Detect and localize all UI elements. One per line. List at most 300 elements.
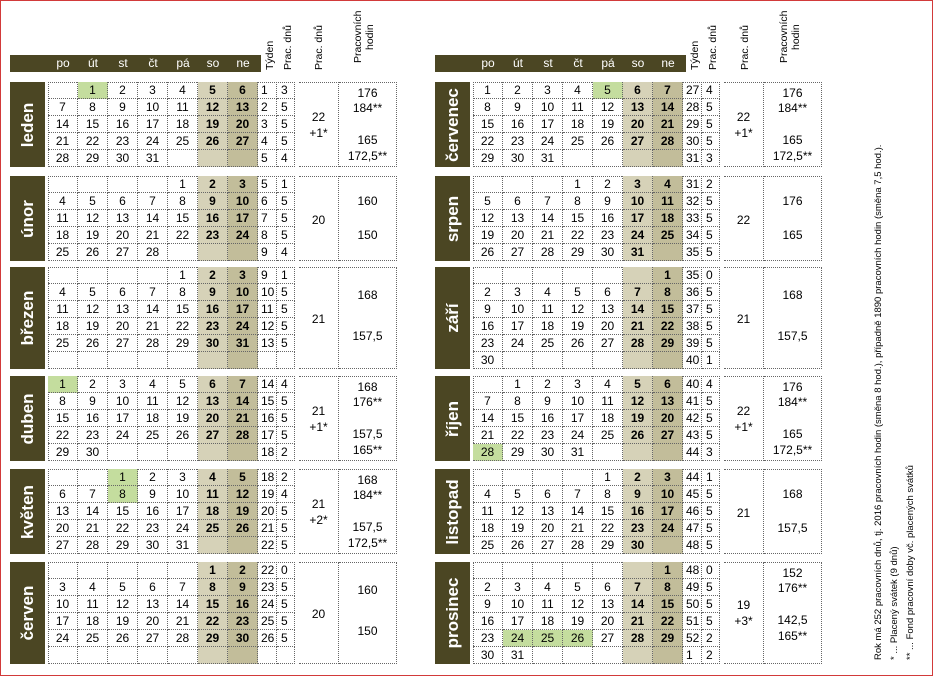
week-number: 1 [683, 647, 702, 664]
day-cell: 14 [48, 116, 78, 133]
day-cell: 3 [108, 376, 138, 393]
day-cell [503, 562, 533, 579]
day-cell: 24 [563, 427, 593, 444]
day-cell: 24 [623, 227, 653, 244]
day-cell: 3 [503, 579, 533, 596]
day-cell: 12 [168, 393, 198, 410]
day-cell [138, 562, 168, 579]
hours-value: 176 [782, 194, 803, 208]
day-cell: 6 [533, 486, 563, 503]
day-cell: 23 [228, 613, 258, 630]
day-cell: 22 [48, 427, 78, 444]
day-cell: 31 [563, 444, 593, 461]
day-cell: 11 [533, 596, 563, 613]
workdays-value: +1* [734, 419, 753, 434]
week-number [258, 647, 277, 664]
day-cell: 17 [228, 210, 258, 227]
day-cell [108, 267, 138, 284]
week-workdays: 5 [277, 210, 295, 227]
day-cell: 16 [593, 210, 623, 227]
day-cell [168, 150, 198, 167]
day-cell: 2 [138, 469, 168, 486]
day-cell [593, 352, 623, 369]
day-cell: 3 [228, 267, 258, 284]
day-cell: 20 [198, 410, 228, 427]
week-workdays: 4 [702, 376, 720, 393]
day-cell: 9 [198, 284, 228, 301]
day-cell: 4 [533, 284, 563, 301]
week-number: 22 [258, 562, 277, 579]
day-cell: 14 [653, 99, 683, 116]
week-number: 30 [683, 133, 702, 150]
day-cell: 1 [593, 469, 623, 486]
month-hours [339, 82, 397, 167]
day-cell: 19 [593, 116, 623, 133]
day-cell: 20 [653, 410, 683, 427]
day-cell: 15 [653, 301, 683, 318]
hours-value: 160 [357, 194, 378, 208]
month-label [10, 469, 45, 554]
month-label [10, 82, 45, 167]
week-number: 4 [258, 133, 277, 150]
day-cell: 8 [563, 193, 593, 210]
week-column-label: Týden [264, 40, 276, 70]
week-number: 13 [258, 335, 277, 352]
day-cell: 30 [198, 335, 228, 352]
day-cell: 28 [623, 335, 653, 352]
day-cell: 20 [108, 318, 138, 335]
day-cell: 28 [138, 244, 168, 261]
week-number: 9 [258, 244, 277, 261]
week-number: 3 [258, 116, 277, 133]
day-cell: 14 [168, 596, 198, 613]
day-cell: 16 [228, 596, 258, 613]
day-cell: 8 [653, 284, 683, 301]
workdays-total-label: Prac. dnů [739, 25, 751, 70]
day-cell [168, 647, 198, 664]
week-workdays: 0 [702, 267, 720, 284]
day-cell: 11 [653, 193, 683, 210]
day-cell: 10 [168, 486, 198, 503]
day-cell: 7 [623, 579, 653, 596]
week-number: 25 [258, 613, 277, 630]
day-cell: 2 [228, 562, 258, 579]
day-cell [108, 352, 138, 369]
day-cell: 2 [473, 579, 503, 596]
day-cell: 5 [503, 486, 533, 503]
day-cell: 10 [503, 301, 533, 318]
day-cell: 15 [653, 596, 683, 613]
week-number: 2 [258, 99, 277, 116]
day-cell: 19 [108, 613, 138, 630]
week-workdays: 1 [277, 176, 295, 193]
week-workdays: 4 [277, 376, 295, 393]
day-cell: 19 [78, 227, 108, 244]
day-cell: 25 [593, 427, 623, 444]
week-number: 35 [683, 244, 702, 261]
day-cell: 5 [593, 82, 623, 99]
day-cell: 18 [533, 318, 563, 335]
week-number: 24 [258, 596, 277, 613]
day-cell: 7 [228, 376, 258, 393]
week-workdays: 5 [702, 613, 720, 630]
day-cell [78, 352, 108, 369]
day-cell [198, 150, 228, 167]
month-workdays [724, 82, 764, 167]
day-cell: 25 [533, 335, 563, 352]
day-cell [563, 352, 593, 369]
week-number: 49 [683, 579, 702, 596]
week-number: 5 [258, 150, 277, 167]
day-cell: 10 [653, 486, 683, 503]
hours-value: 152 [782, 566, 803, 580]
week-number: 7 [258, 210, 277, 227]
day-cell: 5 [563, 579, 593, 596]
day-cell: 13 [653, 393, 683, 410]
day-cell: 18 [593, 410, 623, 427]
week-workdays: 5 [277, 503, 295, 520]
day-cell: 3 [623, 176, 653, 193]
day-cell: 29 [653, 335, 683, 352]
day-cell: 13 [138, 596, 168, 613]
day-cell: 23 [138, 520, 168, 537]
day-cell [533, 176, 563, 193]
hours-value: 172,5** [347, 149, 388, 163]
workdays-value: 21 [311, 496, 326, 511]
day-cell: 20 [593, 318, 623, 335]
day-cell: 1 [108, 469, 138, 486]
week-number: 39 [683, 335, 702, 352]
day-cell [623, 150, 653, 167]
day-cell: 4 [168, 82, 198, 99]
day-cell: 27 [48, 537, 78, 554]
day-cell: 23 [623, 520, 653, 537]
hours-value: 176 [357, 86, 378, 100]
month-name: listopad [442, 478, 462, 545]
workdays-column-label: Prac. dnů [707, 25, 719, 70]
week-number: 21 [258, 520, 277, 537]
workdays-value: 22 [736, 403, 751, 418]
day-cell [533, 647, 563, 664]
day-cell [198, 244, 228, 261]
day-cell: 11 [533, 301, 563, 318]
week-number: 14 [258, 376, 277, 393]
day-cell [108, 176, 138, 193]
day-cell [78, 267, 108, 284]
day-header: so [206, 56, 220, 70]
week-workdays: 2 [702, 176, 720, 193]
week-workdays: 5 [277, 537, 295, 554]
day-cell: 5 [228, 469, 258, 486]
month-name: září [442, 303, 462, 333]
day-cell: 12 [623, 393, 653, 410]
day-cell: 4 [48, 284, 78, 301]
day-cell: 30 [593, 244, 623, 261]
day-cell [138, 176, 168, 193]
day-cell: 5 [623, 376, 653, 393]
week-number [258, 352, 277, 369]
day-cell: 18 [653, 210, 683, 227]
day-cell: 16 [533, 410, 563, 427]
day-cell: 15 [473, 116, 503, 133]
day-cell: 8 [593, 486, 623, 503]
day-cell: 17 [533, 116, 563, 133]
hours-value: 157,5 [352, 427, 383, 441]
day-cell [653, 537, 683, 554]
day-cell: 23 [593, 227, 623, 244]
day-header: út [87, 56, 98, 70]
week-workdays: 5 [702, 116, 720, 133]
day-header: st [543, 56, 553, 70]
week-workdays: 5 [702, 193, 720, 210]
day-cell [623, 647, 653, 664]
day-cell: 12 [503, 503, 533, 520]
day-cell: 12 [593, 99, 623, 116]
day-cell: 12 [198, 99, 228, 116]
week-number: 42 [683, 410, 702, 427]
day-cell: 10 [108, 393, 138, 410]
month-label [435, 82, 470, 167]
week-number: 6 [258, 193, 277, 210]
day-cell: 9 [503, 99, 533, 116]
day-cell: 22 [78, 133, 108, 150]
month-hours [764, 267, 822, 369]
day-cell: 22 [653, 318, 683, 335]
week-workdays: 5 [702, 284, 720, 301]
day-cell: 9 [138, 486, 168, 503]
day-cell [503, 176, 533, 193]
day-cell: 10 [228, 284, 258, 301]
day-cell [48, 562, 78, 579]
day-cell: 18 [48, 227, 78, 244]
day-cell [473, 267, 503, 284]
day-cell: 26 [473, 244, 503, 261]
week-number: 31 [683, 176, 702, 193]
week-number: 17 [258, 427, 277, 444]
day-cell: 22 [108, 520, 138, 537]
day-cell [228, 150, 258, 167]
day-cell: 17 [503, 613, 533, 630]
month-label [10, 267, 45, 369]
day-cell: 26 [198, 133, 228, 150]
hours-value: 184** [777, 101, 808, 115]
day-cell: 24 [533, 133, 563, 150]
day-cell [593, 647, 623, 664]
day-cell: 1 [168, 176, 198, 193]
day-cell: 11 [593, 393, 623, 410]
day-cell: 26 [228, 520, 258, 537]
note-hours-fund: ** ... Fond pracovní doby vč. placených svátků [905, 465, 916, 660]
workdays-value: 22 [311, 109, 326, 124]
week-workdays: 5 [277, 318, 295, 335]
day-cell: 17 [623, 210, 653, 227]
week-workdays: 4 [277, 150, 295, 167]
day-cell: 23 [473, 630, 503, 647]
week-number: 31 [683, 150, 702, 167]
day-cell: 10 [503, 596, 533, 613]
day-cell: 3 [653, 469, 683, 486]
week-number: 36 [683, 284, 702, 301]
day-cell [623, 562, 653, 579]
week-number: 50 [683, 596, 702, 613]
hours-value: 157,5 [352, 520, 383, 534]
day-cell: 25 [533, 630, 563, 647]
hours-column-label: Pracovních hodin [352, 10, 376, 64]
day-cell: 6 [653, 376, 683, 393]
day-cell [473, 176, 503, 193]
day-cell: 7 [48, 99, 78, 116]
hours-value: 157,5 [352, 329, 383, 343]
day-cell [48, 469, 78, 486]
week-workdays: 5 [277, 630, 295, 647]
day-cell: 5 [168, 376, 198, 393]
day-cell: 11 [198, 486, 228, 503]
week-number: 44 [683, 469, 702, 486]
day-cell: 24 [108, 427, 138, 444]
day-cell [473, 562, 503, 579]
day-cell: 7 [168, 579, 198, 596]
day-cell: 8 [198, 579, 228, 596]
day-cell: 10 [533, 99, 563, 116]
week-number: 51 [683, 613, 702, 630]
day-cell [108, 444, 138, 461]
day-cell: 26 [623, 427, 653, 444]
day-cell: 24 [168, 520, 198, 537]
week-workdays: 5 [702, 301, 720, 318]
day-cell: 16 [623, 503, 653, 520]
day-cell: 19 [168, 410, 198, 427]
day-cell: 12 [78, 210, 108, 227]
week-workdays: 5 [277, 613, 295, 630]
workdays-value: 21 [311, 312, 326, 326]
day-cell [623, 267, 653, 284]
day-cell: 18 [473, 520, 503, 537]
workdays-value: 19 [736, 598, 751, 612]
day-cell: 3 [503, 284, 533, 301]
day-cell: 4 [78, 579, 108, 596]
day-cell: 28 [168, 630, 198, 647]
day-cell: 23 [78, 427, 108, 444]
day-cell: 3 [228, 176, 258, 193]
month-label [10, 176, 45, 261]
day-cell: 29 [198, 630, 228, 647]
day-cell: 7 [138, 284, 168, 301]
day-cell: 30 [228, 630, 258, 647]
day-cell: 3 [138, 82, 168, 99]
day-cell [563, 267, 593, 284]
day-cell: 13 [503, 210, 533, 227]
day-cell: 29 [563, 244, 593, 261]
day-cell: 22 [503, 427, 533, 444]
day-cell: 27 [533, 537, 563, 554]
week-number: 11 [258, 301, 277, 318]
day-cell: 4 [48, 193, 78, 210]
day-cell: 16 [138, 503, 168, 520]
day-cell: 17 [503, 318, 533, 335]
day-cell [138, 647, 168, 664]
day-cell: 21 [623, 318, 653, 335]
month-hours [339, 469, 397, 554]
week-workdays: 1 [702, 469, 720, 486]
workdays-value: 21 [311, 403, 326, 418]
workdays-value: 20 [311, 212, 326, 227]
week-workdays: 5 [277, 99, 295, 116]
day-cell [168, 562, 198, 579]
day-cell [48, 82, 78, 99]
month-label [435, 562, 470, 664]
week-number: 18 [258, 444, 277, 461]
day-header: čt [148, 56, 158, 70]
week-workdays: 5 [702, 335, 720, 352]
day-cell [593, 267, 623, 284]
hours-value: 172,5** [772, 443, 813, 457]
month-name: říjen [442, 400, 462, 437]
week-number: 16 [258, 410, 277, 427]
day-cell: 18 [168, 116, 198, 133]
hours-value: 172,5** [347, 536, 388, 550]
week-number: 8 [258, 227, 277, 244]
day-cell: 21 [653, 116, 683, 133]
day-cell: 20 [533, 520, 563, 537]
week-workdays: 4 [702, 82, 720, 99]
day-cell: 14 [78, 503, 108, 520]
week-workdays: 3 [277, 82, 295, 99]
month-name: prosinec [442, 577, 462, 649]
week-workdays: 5 [702, 486, 720, 503]
day-cell: 19 [473, 227, 503, 244]
day-cell: 28 [533, 244, 563, 261]
week-workdays: 2 [277, 444, 295, 461]
hours-value: 165 [782, 133, 803, 147]
day-cell [168, 444, 198, 461]
day-cell: 14 [533, 210, 563, 227]
workdays-value: +1* [734, 125, 753, 140]
day-cell: 26 [563, 335, 593, 352]
day-cell: 16 [108, 116, 138, 133]
day-cell: 31 [503, 647, 533, 664]
day-cell: 29 [48, 444, 78, 461]
day-cell: 14 [138, 301, 168, 318]
day-cell: 9 [593, 193, 623, 210]
week-number: 19 [258, 486, 277, 503]
day-cell: 3 [533, 82, 563, 99]
day-cell: 26 [503, 537, 533, 554]
day-cell: 10 [48, 596, 78, 613]
day-cell: 24 [653, 520, 683, 537]
day-cell: 25 [473, 537, 503, 554]
week-number: 12 [258, 318, 277, 335]
day-cell: 4 [533, 579, 563, 596]
day-cell [503, 267, 533, 284]
day-header: po [56, 56, 70, 70]
day-cell [593, 150, 623, 167]
workdays-column-label: Prac. dnů [282, 25, 294, 70]
month-hours [339, 376, 397, 461]
day-cell: 12 [78, 301, 108, 318]
week-number: 23 [258, 579, 277, 596]
day-cell: 16 [503, 116, 533, 133]
day-cell: 8 [108, 486, 138, 503]
day-cell [228, 537, 258, 554]
week-number: 48 [683, 562, 702, 579]
day-cell: 8 [653, 579, 683, 596]
day-cell [563, 469, 593, 486]
month-name: květen [17, 484, 37, 539]
day-cell: 11 [48, 210, 78, 227]
day-cell: 15 [593, 503, 623, 520]
day-cell: 18 [138, 410, 168, 427]
week-number: 34 [683, 227, 702, 244]
